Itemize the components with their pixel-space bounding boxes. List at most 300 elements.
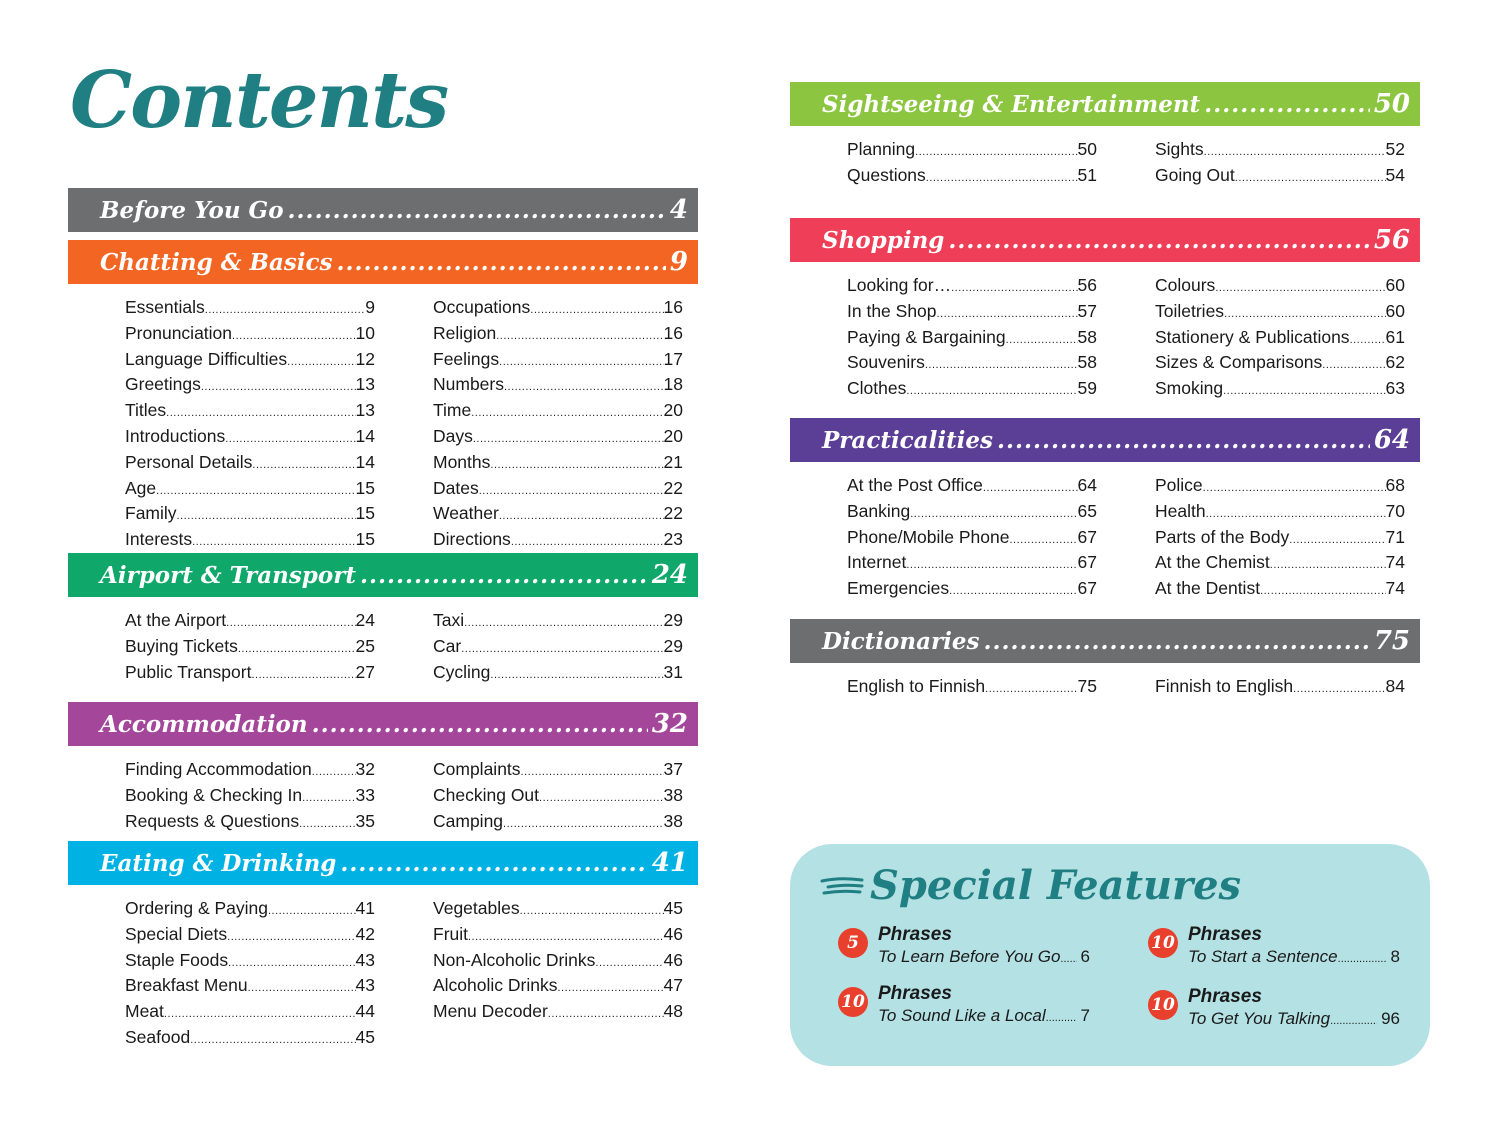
entry-title: Language Difficulties — [125, 348, 288, 369]
entry-title: English to Finnish — [847, 676, 986, 696]
number-badge-icon: 5 — [838, 928, 868, 958]
dot-leader — [983, 628, 1369, 655]
feature-item — [838, 924, 1090, 970]
section-practicalities — [790, 418, 1420, 603]
entry-page-number: 14 — [355, 425, 375, 446]
entry-title: Weather — [433, 503, 499, 524]
dot-leader — [499, 502, 664, 528]
toc-entry — [433, 348, 683, 374]
toc-entry — [125, 1026, 375, 1052]
dot-leader — [1046, 1005, 1077, 1029]
entry-title: At the Post Office — [847, 475, 983, 495]
entry-title: Going Out — [1155, 164, 1235, 185]
toc-entry — [847, 551, 1097, 577]
feature-item — [1148, 924, 1400, 970]
dot-leader — [1293, 675, 1385, 701]
entry-page-number: 62 — [1385, 352, 1405, 373]
entry-title: Family — [125, 503, 177, 524]
entry-column — [433, 609, 683, 686]
entry-columns — [68, 746, 698, 835]
entry-title: Sizes & Comparisons — [1155, 352, 1323, 373]
entry-page-number: 20 — [663, 425, 683, 446]
toc-entry — [125, 661, 375, 687]
entry-page-number: 64 — [1077, 475, 1097, 495]
entry-columns — [68, 597, 698, 686]
entry-title: Banking — [847, 500, 911, 521]
entry-title: Numbers — [433, 374, 504, 395]
toc-entry — [847, 474, 1097, 500]
toc-entry — [847, 274, 1097, 300]
dot-leader — [192, 528, 355, 554]
entry-title: Feelings — [433, 348, 500, 369]
entry-page-number: 60 — [1385, 300, 1405, 321]
dot-leader — [201, 373, 356, 399]
entry-page-number: 41 — [355, 898, 375, 918]
feature-page-number: 6 — [1080, 947, 1090, 966]
feature-heading: Phrases — [878, 983, 952, 1004]
entry-page-number: 67 — [1077, 552, 1097, 573]
section-title: Shopping — [822, 226, 945, 254]
section-header-bar — [68, 240, 698, 284]
section-header-bar — [790, 619, 1420, 663]
dot-leader — [925, 351, 1078, 377]
toc-entry — [433, 974, 683, 1000]
section-eating-drinking — [68, 841, 698, 1052]
dot-leader — [910, 500, 1077, 526]
number-badge-icon: 10 — [838, 987, 868, 1017]
dot-leader — [190, 1026, 355, 1052]
entry-page-number: 74 — [1385, 578, 1405, 599]
entry-page-number: 46 — [663, 949, 683, 970]
toc-entry — [1155, 526, 1405, 552]
entry-page-number: 47 — [663, 975, 683, 996]
dot-leader — [521, 758, 664, 784]
toc-entry — [125, 635, 375, 661]
dot-leader — [1338, 946, 1387, 970]
entry-page-number: 18 — [663, 374, 683, 395]
section-shopping — [790, 218, 1420, 403]
entry-columns — [790, 126, 1420, 190]
entry-page-number: 31 — [663, 661, 683, 682]
entry-title: Stationery & Publications — [1155, 326, 1350, 347]
entry-title: Parts of the Body — [1155, 526, 1290, 547]
toc-entry — [1155, 326, 1405, 352]
feature-subtitle-line — [1188, 1008, 1400, 1032]
entry-page-number: 38 — [663, 810, 683, 831]
entry-title: In the Shop — [847, 300, 937, 321]
dot-leader — [520, 897, 664, 923]
entry-page-number: 84 — [1385, 676, 1405, 696]
entry-column — [847, 138, 1097, 190]
entry-column — [125, 296, 375, 554]
section-page-number: 4 — [669, 195, 688, 225]
toc-entry — [125, 897, 375, 923]
dot-leader — [252, 451, 355, 477]
entry-page-number: 45 — [663, 898, 683, 918]
toc-entry — [433, 609, 683, 635]
dot-leader — [461, 635, 663, 661]
feature-subtitle: To Learn Before You Go — [878, 947, 1061, 966]
dot-leader — [287, 348, 355, 374]
entry-page-number: 20 — [663, 400, 683, 421]
dot-leader — [1223, 377, 1385, 403]
toc-entry — [1155, 351, 1405, 377]
toc-entry — [125, 784, 375, 810]
section-title: Chatting & Basics — [100, 248, 333, 276]
dot-leader — [164, 1000, 356, 1026]
toc-entry — [847, 500, 1097, 526]
toc-entry — [847, 377, 1097, 403]
dot-leader — [1260, 577, 1385, 603]
entry-page-number: 63 — [1385, 378, 1405, 399]
toc-entry — [433, 425, 683, 451]
dot-leader — [548, 1000, 664, 1026]
entry-title: Complaints — [433, 759, 521, 779]
dot-leader — [1322, 351, 1385, 377]
entry-page-number: 68 — [1385, 475, 1405, 495]
toc-entry — [125, 949, 375, 975]
entry-page-number: 44 — [355, 1001, 375, 1022]
entry-page-number: 70 — [1385, 500, 1405, 521]
entry-title: Time — [433, 400, 472, 421]
dot-leader — [530, 296, 663, 322]
toc-entry — [433, 502, 683, 528]
toc-entry — [847, 577, 1097, 603]
section-page-number: 9 — [669, 247, 688, 277]
feature-text — [1188, 986, 1400, 1032]
entry-title: Phone/Mobile Phone — [847, 526, 1010, 547]
dot-leader — [226, 609, 355, 635]
dot-leader — [1350, 326, 1386, 352]
entry-page-number: 29 — [663, 610, 683, 630]
entry-title: Religion — [433, 322, 497, 343]
entry-column — [1155, 675, 1405, 701]
entry-title: Personal Details — [125, 451, 253, 472]
toc-entry — [433, 451, 683, 477]
dot-leader — [288, 197, 666, 224]
entry-title: Pronunciation — [125, 322, 233, 343]
section-page-number: 41 — [651, 848, 688, 878]
page-title: Contents — [70, 55, 448, 146]
feature-subtitle-line — [878, 1005, 1090, 1029]
entry-page-number: 59 — [1077, 378, 1097, 399]
dot-leader — [948, 227, 1369, 254]
entry-column — [847, 474, 1097, 603]
toc-entry — [1155, 164, 1405, 190]
toc-entry — [433, 923, 683, 949]
section-page-number: 50 — [1373, 89, 1410, 119]
entry-title: Police — [1155, 475, 1203, 495]
entry-column — [125, 897, 375, 1052]
dot-leader — [468, 923, 664, 949]
toc-entry — [125, 528, 375, 554]
entry-page-number: 25 — [355, 635, 375, 656]
section-header-bar — [790, 418, 1420, 462]
dot-leader — [511, 528, 664, 554]
entry-title: Alcoholic Drinks — [433, 975, 558, 996]
toc-entry — [847, 300, 1097, 326]
entry-title: At the Chemist — [1155, 552, 1270, 573]
entry-page-number: 35 — [355, 810, 375, 831]
entry-page-number: 42 — [355, 923, 375, 944]
entry-title: At the Dentist — [1155, 578, 1261, 599]
entry-title: Seafood — [125, 1026, 191, 1047]
section-title: Eating & Drinking — [100, 849, 337, 877]
section-title: Sightseeing & Entertainment — [822, 90, 1201, 118]
entry-column — [433, 296, 683, 554]
entry-title: Smoking — [1155, 378, 1224, 399]
entry-title: Internet — [847, 552, 907, 573]
dot-leader — [166, 399, 355, 425]
dot-leader — [1203, 474, 1386, 500]
entry-title: Planning — [847, 139, 916, 159]
toc-entry — [125, 373, 375, 399]
entry-title: Car — [433, 635, 462, 656]
entry-page-number: 38 — [663, 784, 683, 805]
entry-title: Age — [125, 477, 157, 498]
toc-entry — [433, 635, 683, 661]
feature-subtitle-line — [878, 946, 1090, 970]
entry-page-number: 21 — [663, 451, 683, 472]
entry-page-number: 32 — [355, 759, 375, 779]
entry-title: Days — [433, 425, 473, 446]
dot-leader — [490, 661, 663, 687]
entry-page-number: 14 — [355, 451, 375, 472]
entry-page-number: 22 — [663, 503, 683, 524]
entry-column — [1155, 474, 1405, 603]
entry-page-number: 43 — [355, 949, 375, 970]
dot-leader — [595, 949, 663, 975]
toc-entry — [1155, 377, 1405, 403]
toc-entry — [847, 351, 1097, 377]
dot-leader — [1215, 274, 1385, 300]
dot-leader — [499, 348, 663, 374]
section-header-bar — [790, 82, 1420, 126]
entry-title: Colours — [1155, 275, 1216, 295]
dot-leader — [504, 373, 664, 399]
dot-leader — [312, 758, 356, 784]
dot-leader — [1330, 1008, 1377, 1032]
dot-leader — [906, 551, 1077, 577]
section-header-bar — [68, 188, 698, 232]
number-badge-icon: 10 — [1148, 928, 1178, 958]
section-dictionaries — [790, 619, 1420, 701]
toc-entry — [433, 1000, 683, 1026]
toc-entry — [433, 897, 683, 923]
special-features-title: Special Features — [870, 862, 1242, 909]
dot-leader — [949, 577, 1077, 603]
entry-title: Requests & Questions — [125, 810, 300, 831]
entry-title: Essentials — [125, 297, 205, 317]
section-title: Practicalities — [822, 426, 994, 454]
entry-title: Souvenirs — [847, 352, 925, 373]
dot-leader — [464, 609, 663, 635]
dot-leader — [503, 810, 663, 836]
entry-page-number: 75 — [1077, 676, 1097, 696]
toc-entry — [1155, 274, 1405, 300]
dot-leader — [1204, 138, 1386, 164]
feature-heading: Phrases — [1188, 986, 1262, 1007]
number-badge-icon: 10 — [1148, 990, 1178, 1020]
special-features-panel — [790, 844, 1430, 1066]
entry-title: Camping — [433, 810, 504, 831]
dot-leader — [299, 810, 355, 836]
toc-entry — [125, 923, 375, 949]
entry-page-number: 15 — [355, 477, 375, 498]
feature-heading: Phrases — [878, 924, 952, 945]
dot-leader — [490, 451, 663, 477]
entry-title: Months — [433, 451, 491, 472]
feature-text — [878, 924, 1090, 970]
toc-entry — [1155, 138, 1405, 164]
section-before-you-go — [68, 188, 698, 232]
dot-leader — [1009, 526, 1077, 552]
dot-leader — [360, 562, 648, 589]
dot-leader — [539, 784, 664, 810]
feature-item — [838, 983, 1090, 1029]
toc-entry — [847, 526, 1097, 552]
toc-entry — [125, 425, 375, 451]
entry-page-number: 61 — [1385, 326, 1405, 347]
entry-title: Finnish to English — [1155, 676, 1294, 696]
dot-leader — [479, 477, 664, 503]
entry-page-number: 52 — [1385, 139, 1405, 159]
entry-title: Occupations — [433, 297, 531, 317]
entry-column — [433, 758, 683, 835]
entry-page-number: 22 — [663, 477, 683, 498]
toc-entry — [125, 974, 375, 1000]
entry-page-number: 43 — [355, 975, 375, 996]
section-title: Dictionaries — [822, 627, 980, 655]
dot-leader — [268, 897, 356, 923]
toc-entry — [125, 1000, 375, 1026]
section-header-bar — [68, 841, 698, 885]
section-accommodation — [68, 702, 698, 835]
entry-page-number: 74 — [1385, 552, 1405, 573]
entry-title: Non-Alcoholic Drinks — [433, 949, 596, 970]
entry-title: Introductions — [125, 425, 226, 446]
entry-column — [1155, 274, 1405, 403]
toc-entry — [125, 348, 375, 374]
dot-leader — [1060, 946, 1076, 970]
entry-page-number: 29 — [663, 635, 683, 656]
toc-entry — [847, 675, 1097, 701]
entry-page-number: 58 — [1077, 326, 1097, 347]
special-features-heading — [820, 862, 1241, 909]
dot-leader — [1206, 500, 1386, 526]
dot-leader — [1235, 164, 1386, 190]
entry-page-number: 13 — [355, 374, 375, 395]
dot-leader — [312, 711, 648, 738]
entry-page-number: 16 — [663, 322, 683, 343]
feature-subtitle: To Sound Like a Local — [878, 1006, 1046, 1025]
entry-page-number: 57 — [1077, 300, 1097, 321]
entry-title: Staple Foods — [125, 949, 229, 970]
toc-entry — [847, 138, 1097, 164]
entry-page-number: 15 — [355, 529, 375, 550]
entry-title: At the Airport — [125, 610, 227, 630]
entry-page-number: 10 — [355, 322, 375, 343]
entry-title: Paying & Bargaining — [847, 326, 1006, 347]
dot-leader — [1270, 551, 1386, 577]
toc-entry — [433, 373, 683, 399]
dot-leader — [496, 322, 663, 348]
section-airport-transport — [68, 553, 698, 686]
section-page-number: 32 — [651, 709, 688, 739]
dot-leader — [1289, 526, 1385, 552]
feature-subtitle: To Start a Sentence — [1188, 947, 1338, 966]
entry-title: Cycling — [433, 661, 491, 682]
entry-title: Meat — [125, 1001, 164, 1022]
speed-lines-icon — [820, 871, 864, 901]
feature-item — [1148, 986, 1400, 1032]
entry-page-number: 16 — [663, 297, 683, 317]
entry-title: Buying Tickets — [125, 635, 238, 656]
entry-columns — [68, 885, 698, 1052]
dot-leader — [983, 474, 1078, 500]
section-page-number: 56 — [1373, 225, 1410, 255]
toc-entry — [125, 451, 375, 477]
section-title: Airport & Transport — [100, 561, 356, 589]
entry-title: Finding Accommodation — [125, 759, 312, 779]
dot-leader — [340, 850, 647, 877]
dot-leader — [985, 675, 1077, 701]
feature-subtitle: To Get You Talking — [1188, 1009, 1331, 1028]
dot-leader — [251, 661, 355, 687]
entry-title: Menu Decoder — [433, 1001, 548, 1022]
toc-entry — [125, 477, 375, 503]
toc-entry — [433, 399, 683, 425]
toc-entry — [433, 477, 683, 503]
entry-title: Vegetables — [433, 898, 520, 918]
entry-page-number: 17 — [663, 348, 683, 369]
entry-page-number: 48 — [663, 1001, 683, 1022]
entry-page-number: 50 — [1077, 139, 1097, 159]
dot-leader — [227, 923, 355, 949]
toc-entry — [125, 296, 375, 322]
entry-columns — [68, 284, 698, 554]
toc-entry — [1155, 300, 1405, 326]
dot-leader — [336, 249, 665, 276]
entry-page-number: 54 — [1385, 164, 1405, 185]
section-header-bar — [790, 218, 1420, 262]
section-title: Accommodation — [100, 710, 308, 738]
entry-columns — [790, 462, 1420, 603]
dot-leader — [228, 949, 355, 975]
entry-title: Sights — [1155, 139, 1204, 159]
dot-leader — [1204, 91, 1370, 118]
entry-page-number: 33 — [355, 784, 375, 805]
entry-page-number: 27 — [355, 661, 375, 682]
entry-title: Looking for… — [847, 275, 952, 295]
toc-entry — [125, 609, 375, 635]
entry-title: Titles — [125, 400, 167, 421]
entry-title: Checking Out — [433, 784, 540, 805]
toc-entry — [433, 784, 683, 810]
toc-entry — [433, 296, 683, 322]
section-page-number: 64 — [1373, 425, 1410, 455]
section-header-bar — [68, 702, 698, 746]
dot-leader — [238, 635, 356, 661]
entry-page-number: 67 — [1077, 578, 1097, 599]
entry-title: Breakfast Menu — [125, 975, 248, 996]
section-title: Before You Go — [100, 196, 284, 224]
dot-leader — [937, 300, 1078, 326]
entry-title: Ordering & Paying — [125, 898, 268, 918]
feature-page-number: 7 — [1080, 1006, 1090, 1025]
entry-page-number: 37 — [663, 759, 683, 779]
entry-page-number: 9 — [365, 297, 375, 317]
